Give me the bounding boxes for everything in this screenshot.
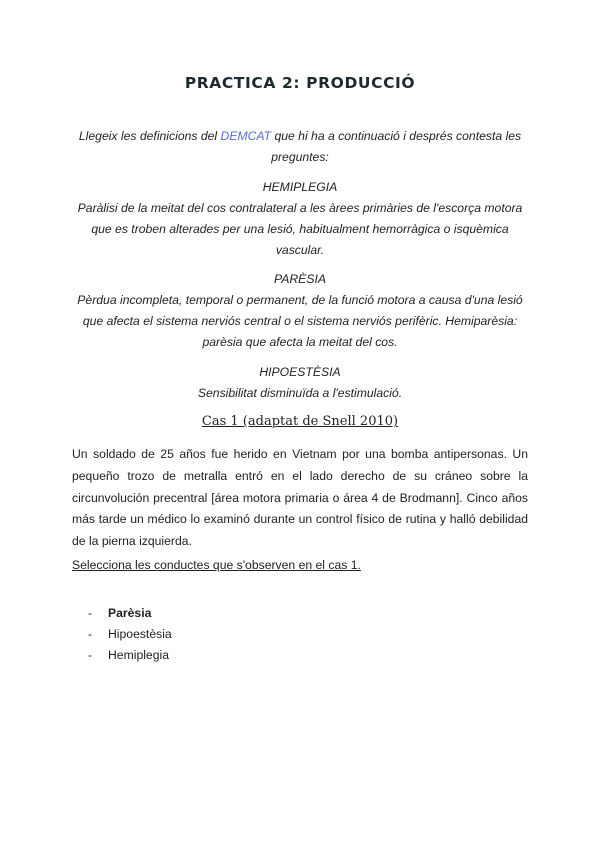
- definition-text-hemiplegia: Paràlisi de la meitat del cos contralateral a les àrees primàries de l'escorça motora que es troben alterades per una lesió, habitualment hemorràgica o isquèmica vascular.: [77, 201, 523, 257]
- option-item-paresia[interactable]: [88, 603, 172, 624]
- list-dash: -: [88, 606, 93, 620]
- option-item-hemiplegia[interactable]: [88, 645, 172, 666]
- demcat-link[interactable]: DEMCAT: [220, 129, 272, 143]
- list-dash: -: [88, 627, 93, 641]
- intro-text-after: que hi ha a continuació i després contesta les preguntes:: [271, 129, 522, 164]
- intro-text-before: Llegeix les definicions del: [78, 129, 221, 143]
- definition-term-hemiplegia: HEMIPLEGIA: [262, 180, 338, 194]
- definition-term-paresia: PARÈSIA: [274, 272, 326, 286]
- intro-paragraph: [72, 126, 528, 168]
- option-label: Hemiplegia: [108, 648, 169, 662]
- answer-options: [88, 603, 172, 666]
- case-title: Cas 1 (adaptat de Snell 2010): [201, 414, 399, 429]
- definition-term-hipoestesia: HIPOESTÈSIA: [259, 365, 341, 379]
- definition-text-paresia: Pèrdua incompleta, temporal o permanent, de la funció motora a causa d'una lesió que afecta el sistema nerviós central o el sistema nerviós perifèric. Hemiparèsia: parèsia que afecta la meitat del cos.: [77, 293, 523, 349]
- option-label: Parèsia: [108, 606, 152, 620]
- page-title: PRACTICA 2: PRODUCCIÓ: [184, 74, 416, 92]
- question-prompt: Selecciona les conductes que s'observen en el cas 1.: [72, 558, 361, 572]
- list-dash: -: [88, 648, 93, 662]
- option-item-hipoestesia[interactable]: [88, 624, 172, 645]
- option-label: Hipoestèsia: [108, 627, 172, 641]
- definition-text-hipoestesia: Sensibilitat disminuïda a l'estimulació.: [197, 386, 403, 400]
- case-body: Un soldado de 25 años fue herido en Vietnam por una bomba antipersonas. Un pequeño trozo de metralla entró en el lado derecho de su cráneo sobre la circunvolución precentral [área motora primaria o área 4 de Brodmann]. Cinco años más tarde un médico lo examinó durante un control físico de rutina y halló debilidad de la pierna izquierda.: [72, 447, 528, 549]
